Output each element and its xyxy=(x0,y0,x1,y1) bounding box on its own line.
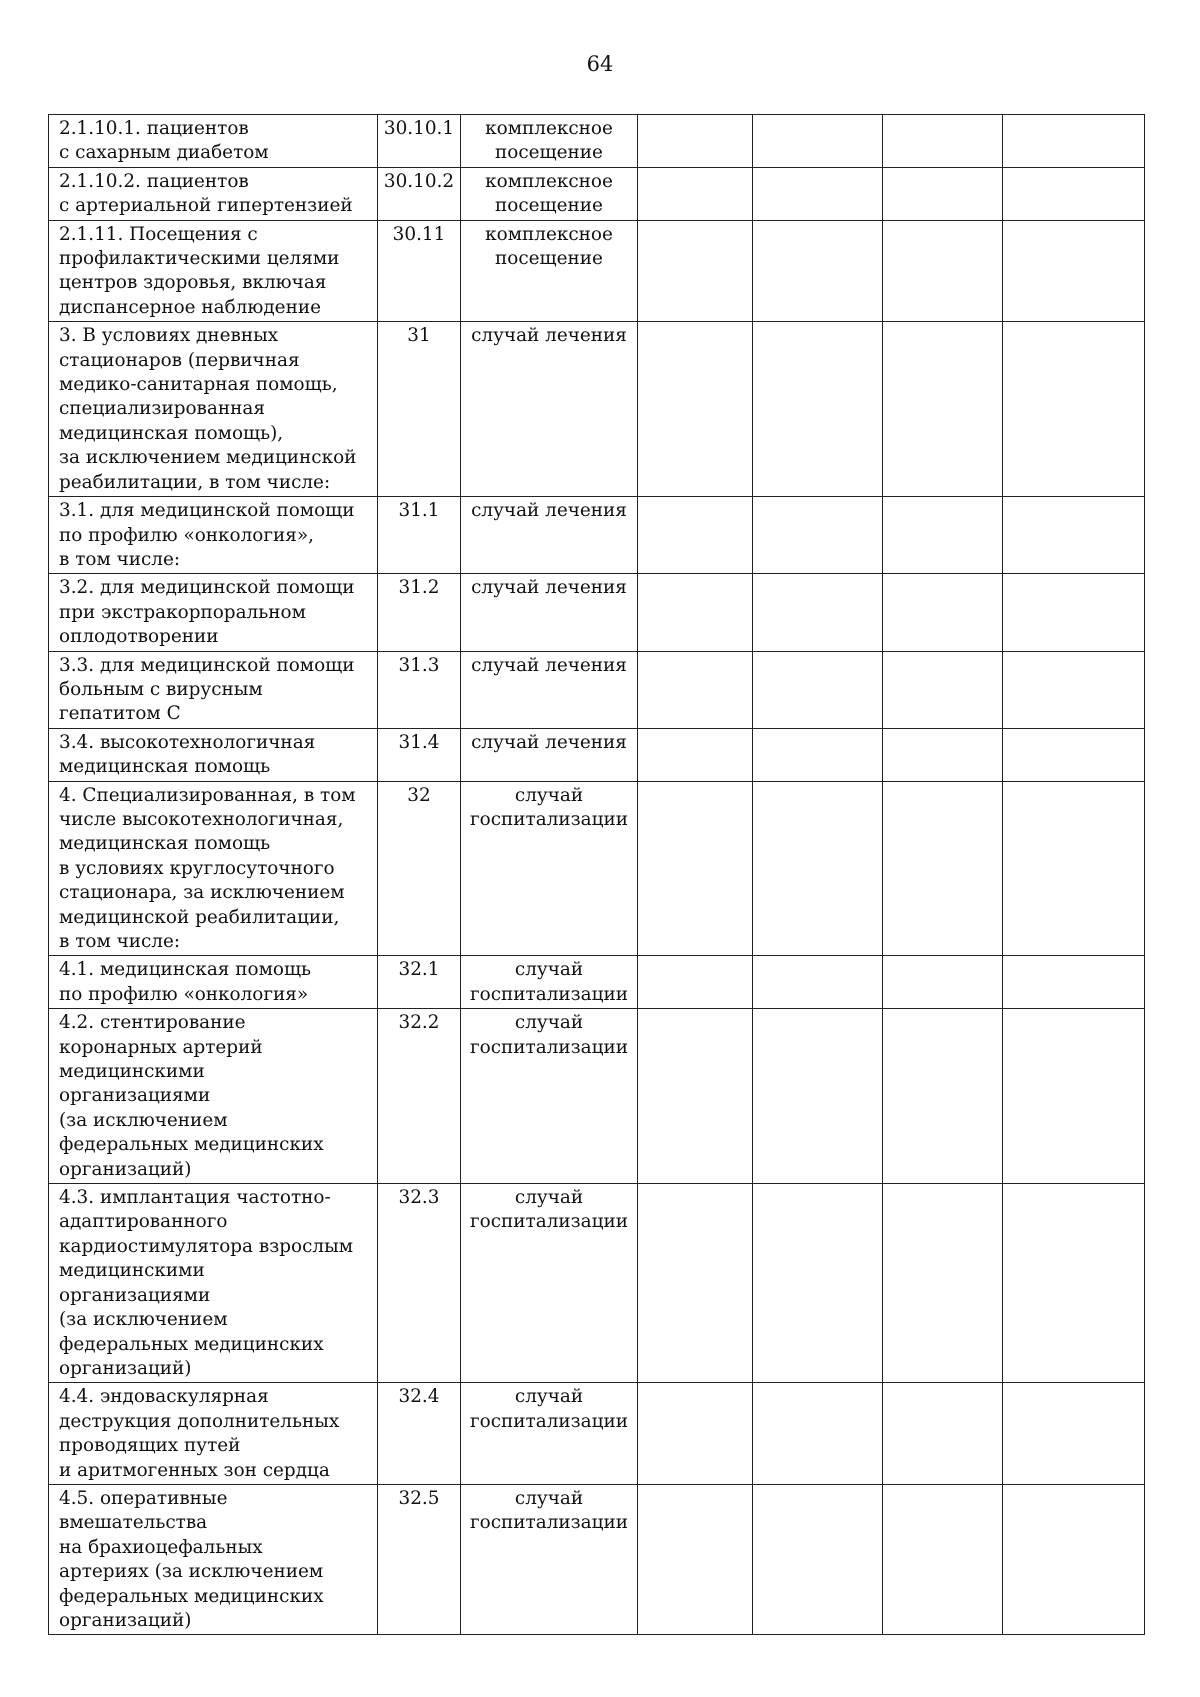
empty-value-cell xyxy=(638,167,753,220)
row-name-cell: 4. Специализированная, в том числе высокотехнологичная, медицинская помощь в условиях круглосуточного стационара, за исключением медицинской реабилитации, в том числе: xyxy=(49,781,378,956)
table-row xyxy=(49,1009,1145,1184)
empty-value-cell xyxy=(1003,956,1145,1009)
table-row xyxy=(49,1383,1145,1485)
empty-value-cell xyxy=(1003,1009,1145,1184)
empty-value-cell xyxy=(883,1484,1003,1634)
table-row xyxy=(49,322,1145,497)
empty-value-cell xyxy=(638,1484,753,1634)
empty-value-cell xyxy=(1003,322,1145,497)
empty-value-cell xyxy=(753,1009,883,1184)
row-unit-cell: случай госпитализации xyxy=(461,956,638,1009)
row-code-cell: 31 xyxy=(378,322,461,497)
empty-value-cell xyxy=(753,1383,883,1485)
row-name-cell: 4.3. имплантация частотно- адаптированного кардиостимулятора взрослым медицинскими организациями (за исключением федеральных медицинских организаций) xyxy=(49,1184,378,1383)
empty-value-cell xyxy=(1003,574,1145,651)
empty-value-cell xyxy=(883,115,1003,168)
row-code-cell: 31.4 xyxy=(378,728,461,781)
empty-value-cell xyxy=(1003,651,1145,728)
empty-value-cell xyxy=(883,497,1003,574)
row-code-cell: 30.10.1 xyxy=(378,115,461,168)
row-name-cell: 3. В условиях дневных стационаров (первичная медико-санитарная помощь, специализированная медицинская помощь), за исключением медицинской реабилитации, в том числе: xyxy=(49,322,378,497)
empty-value-cell xyxy=(638,1009,753,1184)
empty-value-cell xyxy=(883,574,1003,651)
row-code-cell: 30.11 xyxy=(378,220,461,322)
empty-value-cell xyxy=(753,651,883,728)
row-name-cell: 3.4. высокотехнологичная медицинская помощь xyxy=(49,728,378,781)
row-unit-cell: случай лечения xyxy=(461,651,638,728)
row-unit-cell: случай госпитализации xyxy=(461,1383,638,1485)
row-code-cell: 31.1 xyxy=(378,497,461,574)
row-code-cell: 32.4 xyxy=(378,1383,461,1485)
table-body xyxy=(49,115,1145,1635)
row-name-cell: 4.4. эндоваскулярная деструкция дополнительных проводящих путей и аритмогенных зон сердца xyxy=(49,1383,378,1485)
row-code-cell: 30.10.2 xyxy=(378,167,461,220)
empty-value-cell xyxy=(1003,1484,1145,1634)
table-row xyxy=(49,115,1145,168)
row-code-cell: 31.2 xyxy=(378,574,461,651)
table-row xyxy=(49,574,1145,651)
empty-value-cell xyxy=(883,728,1003,781)
empty-value-cell xyxy=(1003,1184,1145,1383)
empty-value-cell xyxy=(638,115,753,168)
empty-value-cell xyxy=(753,1184,883,1383)
empty-value-cell xyxy=(883,956,1003,1009)
row-unit-cell: случай лечения xyxy=(461,322,638,497)
row-unit-cell: комплексное посещение xyxy=(461,167,638,220)
empty-value-cell xyxy=(883,651,1003,728)
row-code-cell: 32 xyxy=(378,781,461,956)
table-row xyxy=(49,956,1145,1009)
empty-value-cell xyxy=(638,497,753,574)
empty-value-cell xyxy=(1003,781,1145,956)
empty-value-cell xyxy=(1003,728,1145,781)
page-number: 64 xyxy=(586,52,614,76)
empty-value-cell xyxy=(883,1184,1003,1383)
empty-value-cell xyxy=(883,322,1003,497)
empty-value-cell xyxy=(753,167,883,220)
row-name-cell: 4.1. медицинская помощь по профилю «онкология» xyxy=(49,956,378,1009)
row-unit-cell: комплексное посещение xyxy=(461,115,638,168)
data-table xyxy=(48,114,1145,1635)
row-name-cell: 3.3. для медицинской помощи больным с вирусным гепатитом С xyxy=(49,651,378,728)
table-row xyxy=(49,497,1145,574)
empty-value-cell xyxy=(1003,220,1145,322)
empty-value-cell xyxy=(753,220,883,322)
empty-value-cell xyxy=(753,574,883,651)
table-row xyxy=(49,728,1145,781)
row-name-cell: 3.1. для медицинской помощи по профилю «онкология», в том числе: xyxy=(49,497,378,574)
empty-value-cell xyxy=(638,322,753,497)
empty-value-cell xyxy=(883,167,1003,220)
row-code-cell: 32.2 xyxy=(378,1009,461,1184)
empty-value-cell xyxy=(753,115,883,168)
empty-value-cell xyxy=(638,956,753,1009)
row-name-cell: 2.1.10.2. пациентов с артериальной гипертензией xyxy=(49,167,378,220)
row-code-cell: 32.5 xyxy=(378,1484,461,1634)
empty-value-cell xyxy=(638,781,753,956)
row-unit-cell: случай лечения xyxy=(461,574,638,651)
row-name-cell: 2.1.10.1. пациентов с сахарным диабетом xyxy=(49,115,378,168)
empty-value-cell xyxy=(1003,497,1145,574)
row-unit-cell: комплексное посещение xyxy=(461,220,638,322)
empty-value-cell xyxy=(638,220,753,322)
row-name-cell: 3.2. для медицинской помощи при экстракорпоральном оплодотворении xyxy=(49,574,378,651)
table-row xyxy=(49,220,1145,322)
empty-value-cell xyxy=(638,1383,753,1485)
row-code-cell: 31.3 xyxy=(378,651,461,728)
empty-value-cell xyxy=(638,651,753,728)
empty-value-cell xyxy=(1003,1383,1145,1485)
empty-value-cell xyxy=(753,1484,883,1634)
empty-value-cell xyxy=(1003,167,1145,220)
empty-value-cell xyxy=(753,956,883,1009)
row-unit-cell: случай лечения xyxy=(461,728,638,781)
empty-value-cell xyxy=(883,220,1003,322)
table-row xyxy=(49,1484,1145,1634)
empty-value-cell xyxy=(753,781,883,956)
empty-value-cell xyxy=(753,728,883,781)
row-unit-cell: случай госпитализации xyxy=(461,1009,638,1184)
empty-value-cell xyxy=(1003,115,1145,168)
table-row xyxy=(49,651,1145,728)
empty-value-cell xyxy=(753,322,883,497)
empty-value-cell xyxy=(638,1184,753,1383)
row-name-cell: 4.2. стентирование коронарных артерий медицинскими организациями (за исключением федеральных медицинских организаций) xyxy=(49,1009,378,1184)
empty-value-cell xyxy=(883,781,1003,956)
row-code-cell: 32.1 xyxy=(378,956,461,1009)
empty-value-cell xyxy=(753,497,883,574)
table-row xyxy=(49,1184,1145,1383)
empty-value-cell xyxy=(883,1009,1003,1184)
row-code-cell: 32.3 xyxy=(378,1184,461,1383)
row-unit-cell: случай госпитализации xyxy=(461,781,638,956)
table-row xyxy=(49,781,1145,956)
row-unit-cell: случай госпитализации xyxy=(461,1484,638,1634)
row-name-cell: 4.5. оперативные вмешательства на брахиоцефальных артериях (за исключением федеральных медицинских организаций) xyxy=(49,1484,378,1634)
empty-value-cell xyxy=(638,728,753,781)
row-unit-cell: случай лечения xyxy=(461,497,638,574)
row-name-cell: 2.1.11. Посещения с профилактическими целями центров здоровья, включая диспансерное наблюдение xyxy=(49,220,378,322)
empty-value-cell xyxy=(883,1383,1003,1485)
empty-value-cell xyxy=(638,574,753,651)
row-unit-cell: случай госпитализации xyxy=(461,1184,638,1383)
table-row xyxy=(49,167,1145,220)
